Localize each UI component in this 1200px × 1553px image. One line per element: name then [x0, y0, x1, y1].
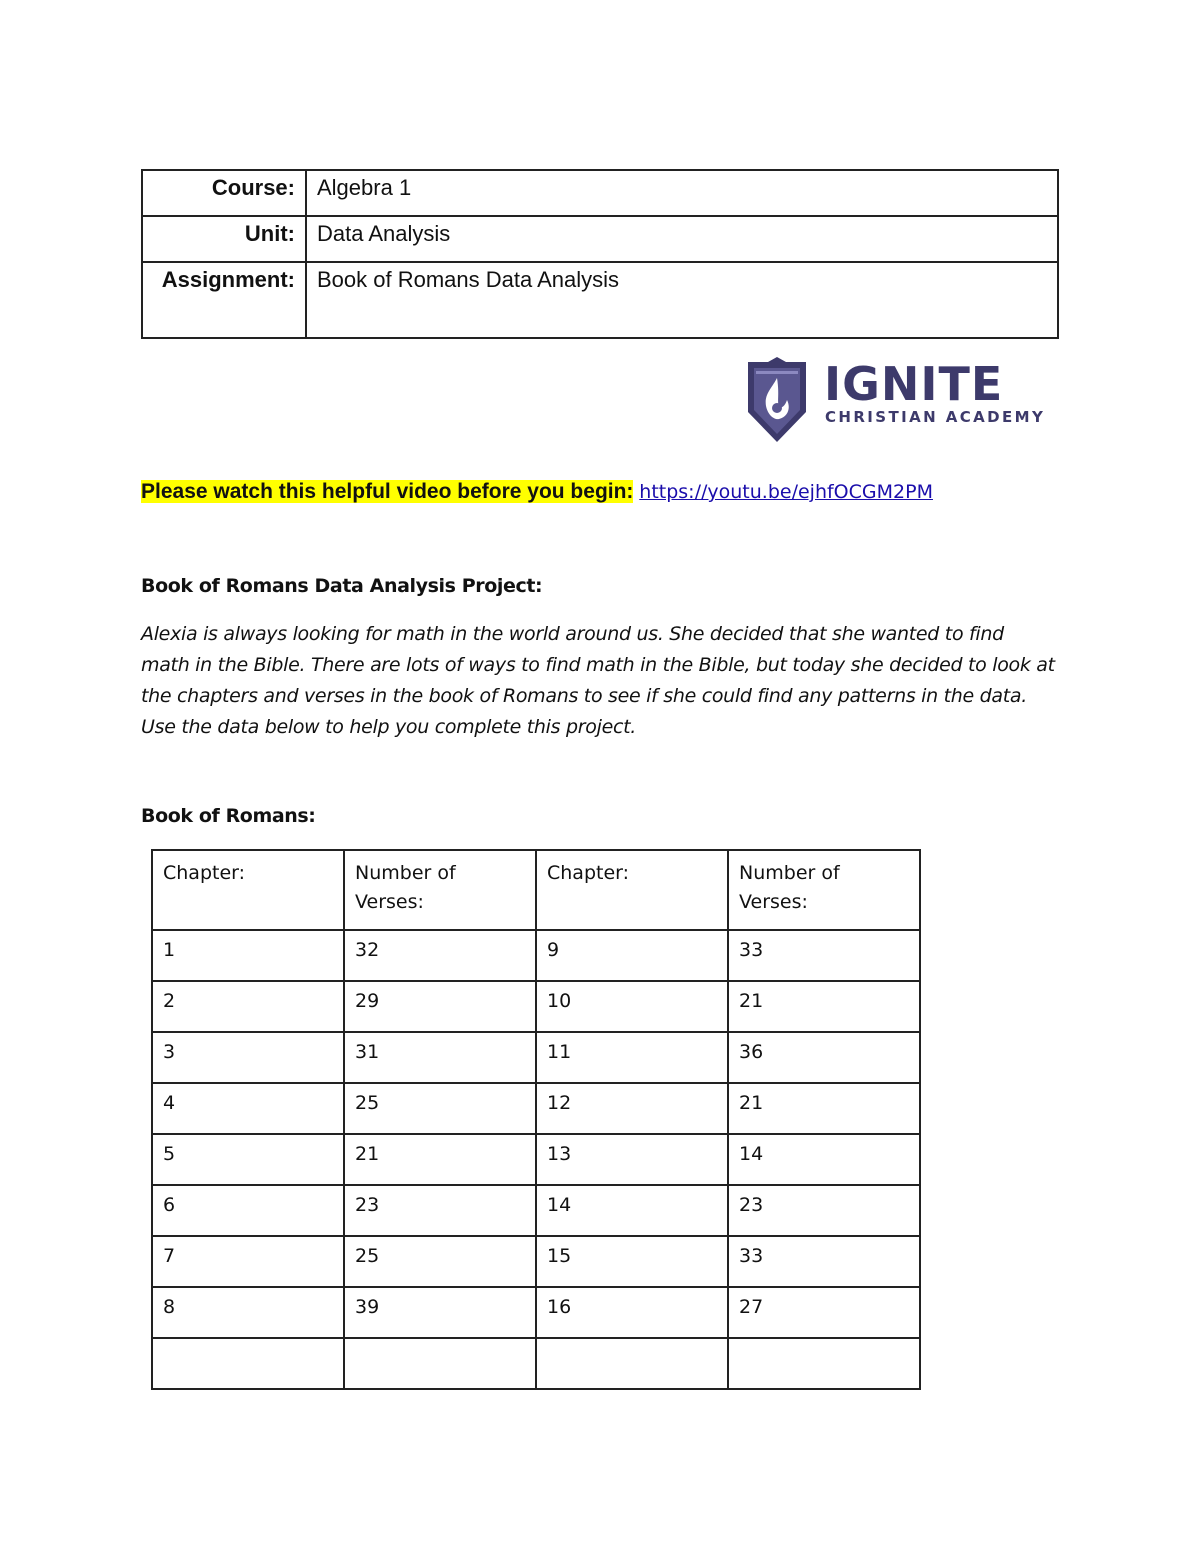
table-cell: 25 [344, 1236, 536, 1287]
ignite-logo [742, 356, 1052, 446]
table-row [152, 1083, 920, 1134]
table-cell: 31 [344, 1032, 536, 1083]
unit-label: Unit: [142, 216, 306, 262]
table-row [152, 930, 920, 981]
table-cell: 33 [728, 1236, 920, 1287]
table-cell: 29 [344, 981, 536, 1032]
table-cell: 11 [536, 1032, 728, 1083]
project-intro: Alexia is always looking for math in the world around us. She decided that she wanted to find math in the Bible. There are lots of ways to find math in the Bible, but today she decided to look at the chapters and verses in the book of Romans to see if she could find any patterns in the data. Use the data below to help you complete this project. [141, 623, 1055, 738]
table-cell: 14 [728, 1134, 920, 1185]
romans-title: Book of Romans: [141, 805, 316, 827]
project-title: Book of Romans Data Analysis Project: [141, 575, 543, 597]
assignment-value: Book of Romans Data Analysis [306, 262, 1058, 338]
flame-shield-icon [742, 356, 812, 444]
table-cell: 33 [728, 930, 920, 981]
table-cell: 21 [344, 1134, 536, 1185]
table-cell: 10 [536, 981, 728, 1032]
romans-data-table [151, 849, 921, 1390]
table-cell: 13 [536, 1134, 728, 1185]
table-cell: 7 [152, 1236, 344, 1287]
table-cell: 6 [152, 1185, 344, 1236]
table-cell: 8 [152, 1287, 344, 1338]
table-cell: 2 [152, 981, 344, 1032]
table-cell [152, 1338, 344, 1389]
table-row [152, 1134, 920, 1185]
assignment-header-table [141, 169, 1059, 339]
assignment-label: Assignment: [142, 262, 306, 338]
table-cell: 14 [536, 1185, 728, 1236]
course-value: Algebra 1 [306, 170, 1058, 216]
unit-value: Data Analysis [306, 216, 1058, 262]
video-prompt-line [141, 480, 933, 504]
table-cell: 12 [536, 1083, 728, 1134]
table-row [152, 1287, 920, 1338]
table-cell: 15 [536, 1236, 728, 1287]
logo-name: IGNITE [824, 357, 1004, 411]
table-row [152, 1185, 920, 1236]
course-label: Course: [142, 170, 306, 216]
column-header: Number of Verses: [344, 850, 536, 930]
table-cell: 23 [728, 1185, 920, 1236]
table-cell: 21 [728, 981, 920, 1032]
table-cell [344, 1338, 536, 1389]
table-cell: 32 [344, 930, 536, 981]
logo-subtitle: CHRISTIAN ACADEMY [825, 408, 1046, 426]
column-header: Chapter: [152, 850, 344, 930]
table-cell: 39 [344, 1287, 536, 1338]
table-cell: 21 [728, 1083, 920, 1134]
table-row [152, 981, 920, 1032]
table-cell: 23 [344, 1185, 536, 1236]
table-row [152, 1032, 920, 1083]
column-header: Number of Verses: [728, 850, 920, 930]
table-cell [536, 1338, 728, 1389]
table-row [152, 1338, 920, 1389]
table-cell: 36 [728, 1032, 920, 1083]
table-header-row [152, 850, 920, 930]
table-cell [728, 1338, 920, 1389]
table-row [152, 1236, 920, 1287]
table-cell: 25 [344, 1083, 536, 1134]
table-cell: 9 [536, 930, 728, 981]
table-cell: 27 [728, 1287, 920, 1338]
video-prompt: Please watch this helpful video before you begin: [141, 480, 634, 503]
table-cell: 4 [152, 1083, 344, 1134]
column-header: Chapter: [536, 850, 728, 930]
table-cell: 3 [152, 1032, 344, 1083]
table-cell: 16 [536, 1287, 728, 1338]
video-link[interactable]: https://youtu.be/ejhfOCGM2PM [639, 481, 933, 503]
table-cell: 1 [152, 930, 344, 981]
table-cell: 5 [152, 1134, 344, 1185]
